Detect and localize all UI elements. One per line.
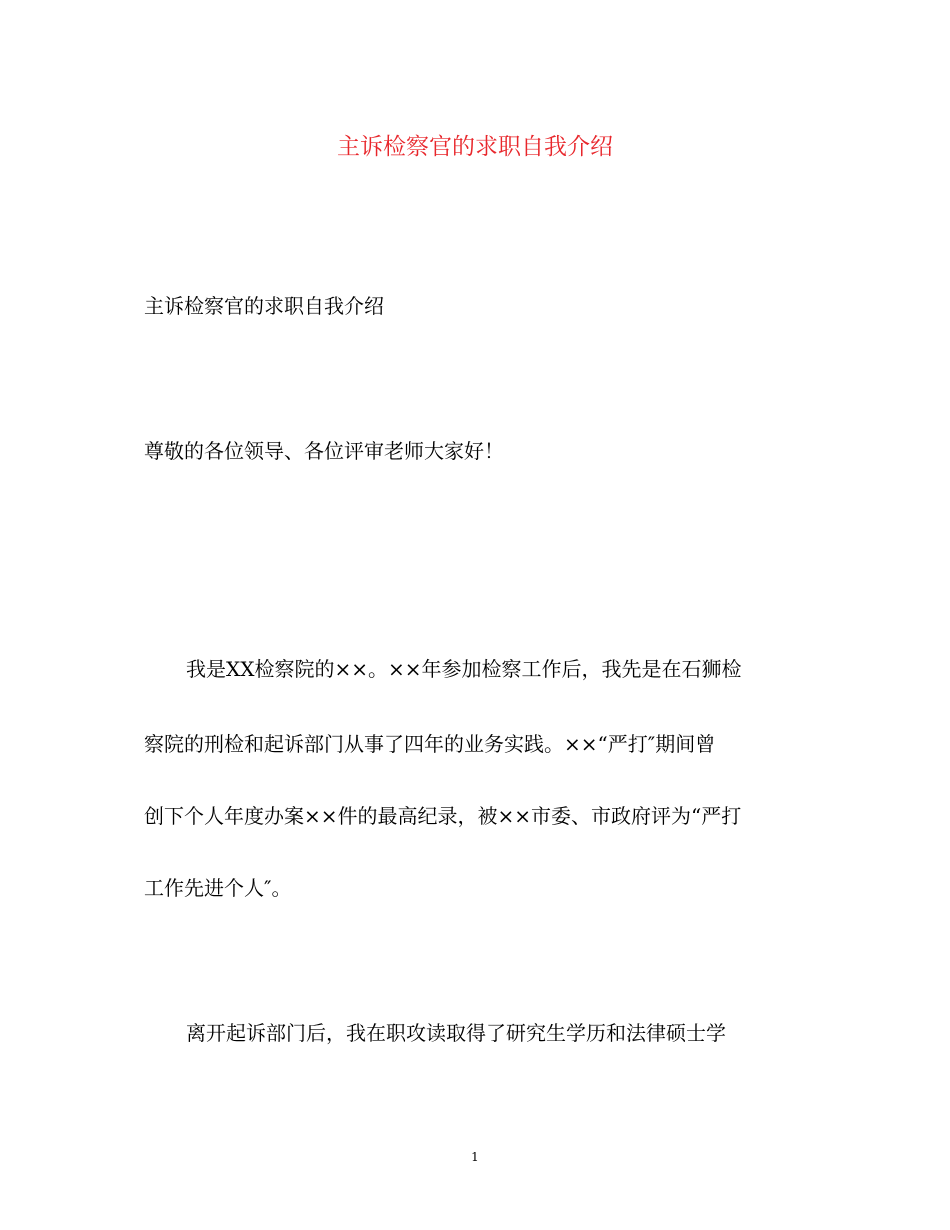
document-title: 主诉检察官的求职自我介绍: [337, 134, 613, 160]
page-number: 1: [471, 1150, 479, 1164]
paragraph1-line1: 我是XX检察院的××。××年参加检察工作后，我先是在石狮检: [186, 657, 742, 681]
paragraph1-line4: 工作先进个人″。: [144, 876, 292, 900]
greeting-line: 尊敬的各位领导、各位评审老师大家好！: [144, 439, 504, 463]
paragraph1-line3: 创下个人年度办案××件的最高纪录，被××市委、市政府评为“严打: [144, 804, 742, 828]
paragraph1-line2: 察院的刑检和起诉部门从事了四年的业务实践。××“严打″期间曾: [144, 732, 716, 756]
paragraph2-line1: 离开起诉部门后，我在职攻读取得了研究生学历和法律硕士学: [186, 1021, 726, 1045]
document-subtitle: 主诉检察官的求职自我介绍: [144, 294, 384, 318]
